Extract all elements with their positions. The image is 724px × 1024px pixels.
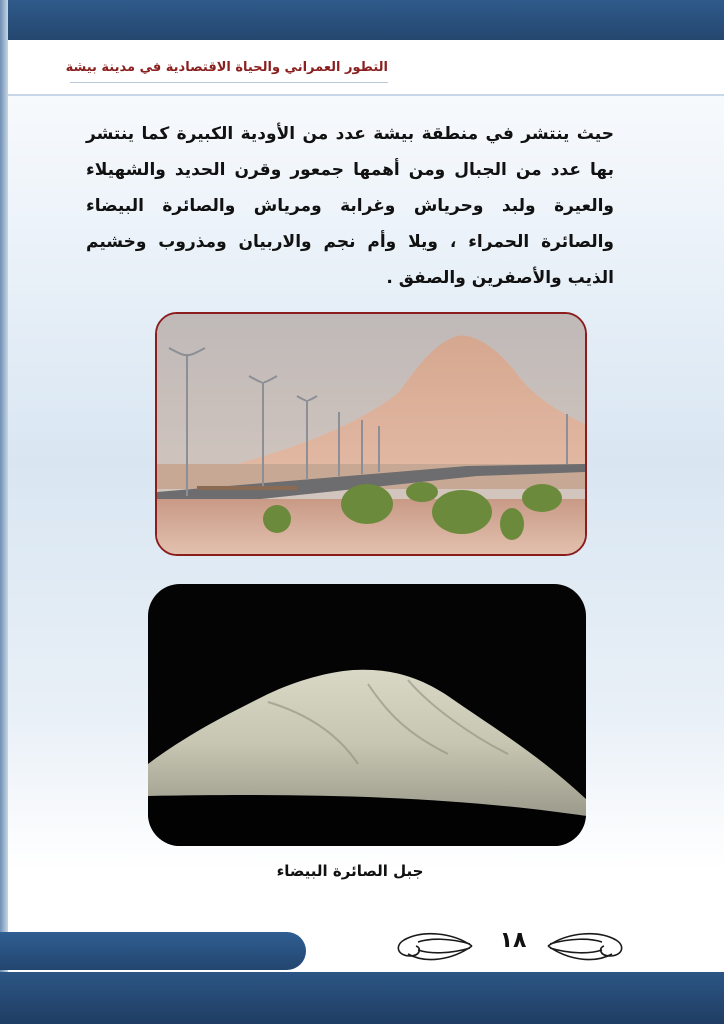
white-mountain-illustration (148, 584, 586, 846)
mountain-road-photo (155, 312, 587, 556)
photo-caption: جبل الصائرة البيضاء (276, 862, 424, 880)
top-band (0, 0, 724, 40)
header-underline (70, 82, 388, 83)
page-number: ١٨ (499, 928, 527, 953)
white-mountain-photo (148, 584, 586, 846)
header-title: التطور العمراني والحياة الاقتصادية في مدينة بيشة (65, 60, 388, 75)
body-paragraph: حيث ينتشر في منطقة بيشة عدد من الأودية الكبيرة كما ينتشر بها عدد من الجبال ومن أهمها جمعور وقرن الحديد والشهيلاء والعيرة ولبد وحرياش وغرابة ومرياش والصائرة البيضاء والصائرة الحمراء ، ويلا وأم نجم والاربيان ومذروب وخشيم الذيب والأصفرين والصفق . (86, 124, 614, 288)
footer-band (0, 972, 724, 1024)
ornament-right-icon (546, 924, 628, 968)
left-edge-stripe (0, 0, 8, 1024)
ornament-left-icon (392, 924, 474, 968)
mountain-road-illustration (157, 314, 585, 554)
footer-pill (0, 932, 306, 970)
